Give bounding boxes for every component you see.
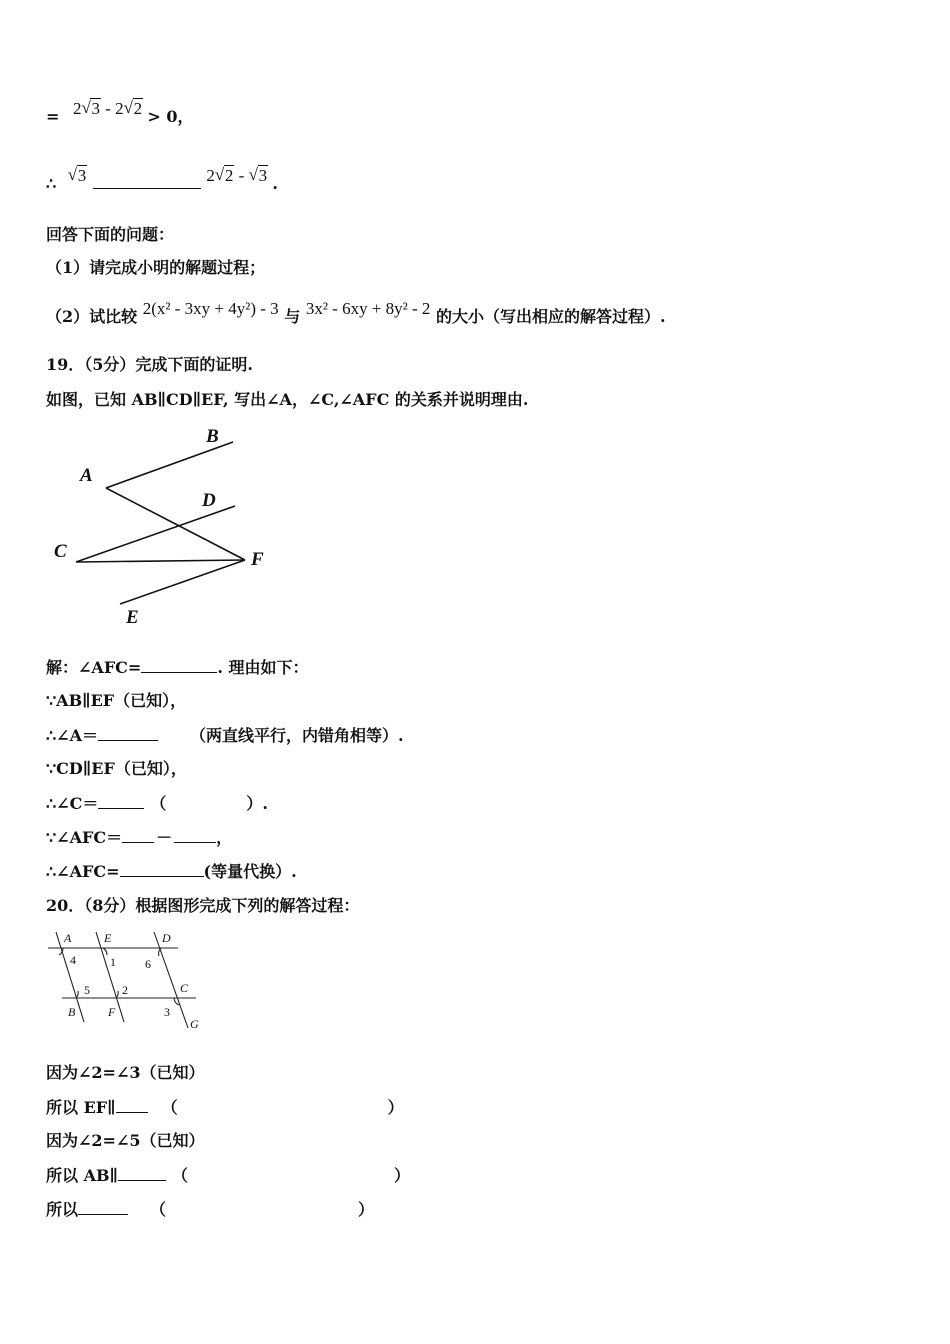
p19-step-7: ∴∠AFC= (等量代换）.	[46, 862, 297, 881]
label-5: 5	[84, 983, 90, 997]
problem-19-desc: 如图，已知 AB∥CD∥EF, 写出∠A，∠C,∠AFC 的关系并说明理由.	[46, 390, 529, 409]
blank[interactable]	[174, 826, 216, 843]
formula-line-2: ∴ √ 3 2√ 2 - √ 3 .	[46, 172, 278, 195]
label-C: C	[54, 541, 67, 562]
blank[interactable]	[118, 1164, 166, 1181]
formula-line-1	[46, 99, 194, 128]
angle-mark-2	[116, 991, 118, 998]
line-DG	[154, 932, 188, 1028]
label-A: A	[64, 931, 72, 945]
therefore-sign: ∴	[46, 174, 57, 193]
label-F: F	[108, 1005, 116, 1019]
p20-step-2: 所以 EF∥ （ ）	[46, 1098, 404, 1117]
blank[interactable]	[98, 724, 158, 741]
figure-20	[46, 928, 216, 1034]
label-6: 6	[145, 957, 151, 971]
line-AB	[106, 442, 233, 488]
expr-root-diff: 2√ 3 - 2√ 2	[73, 99, 147, 118]
p20-step-5: 所以 （ ）	[46, 1200, 375, 1219]
p19-step-1: 解：∠AFC= . 理由如下：	[46, 658, 309, 677]
p19-step-4: ∵CD∥EF（已知），	[46, 759, 187, 778]
line-EF	[120, 560, 245, 604]
p20-step-1: 因为∠2=∠3（已知）	[46, 1063, 205, 1082]
root-3: √ 3	[68, 166, 88, 185]
p20-step-3: 因为∠2=∠5（已知）	[46, 1131, 205, 1150]
answer-blank[interactable]	[93, 172, 201, 189]
label-4: 4	[70, 953, 76, 967]
p19-step-2: ∵AB∥EF（已知），	[46, 691, 187, 710]
blank[interactable]	[141, 656, 217, 673]
expr-1: 2(x² - 3xy + 4y²) - 3	[142, 299, 279, 318]
label-B: B	[206, 426, 219, 447]
p20-step-4: 所以 AB∥ （ ）	[46, 1166, 411, 1185]
figure-19	[46, 422, 286, 632]
label-C: C	[180, 981, 189, 995]
label-D: D	[202, 490, 216, 511]
label-1: 1	[110, 955, 116, 969]
label-2: 2	[122, 983, 128, 997]
p19-step-3: ∴∠A＝ （两直线平行，内错角相等）.	[46, 726, 404, 745]
label-G: G	[190, 1017, 199, 1031]
blank[interactable]	[98, 792, 144, 809]
line-CF	[76, 560, 245, 562]
greater-than-zero: > 0，	[147, 107, 194, 126]
equals-sign: =	[46, 107, 60, 126]
label-F: F	[251, 549, 264, 570]
expr-compare: 2√ 2 - √ 3	[206, 166, 272, 185]
label-A: A	[80, 465, 93, 486]
p19-step-6: ∵∠AFC＝ － ，	[46, 828, 233, 847]
question-1: （1）请完成小明的解题过程；	[46, 258, 266, 277]
label-E: E	[104, 931, 112, 945]
expr-2: 3x² - 6xy + 8y² - 2	[305, 299, 431, 318]
angle-mark-5	[76, 991, 78, 998]
blank[interactable]	[116, 1096, 148, 1113]
blank[interactable]	[78, 1198, 128, 1215]
line-AF	[106, 488, 245, 560]
p19-step-5: ∴∠C＝ （ ）.	[46, 794, 268, 813]
label-3: 3	[164, 1005, 170, 1019]
problem-19-title: 19．（5分）完成下面的证明.	[46, 355, 253, 374]
answer-title: 回答下面的问题：	[46, 225, 175, 244]
problem-20-title: 20．（8分）根据图形完成下列的解答过程：	[46, 896, 360, 915]
angle-mark-1	[103, 948, 107, 955]
question-2: （2）试比较 2(x² - 3xy + 4y²) - 3 与 3x² - 6xy + 8y² - 2 的大小（写出相应的解答过程）.	[46, 299, 666, 326]
label-B: B	[68, 1005, 76, 1019]
blank[interactable]	[120, 860, 204, 877]
blank[interactable]	[122, 826, 154, 843]
label-D: D	[162, 931, 171, 945]
label-E: E	[126, 607, 139, 628]
